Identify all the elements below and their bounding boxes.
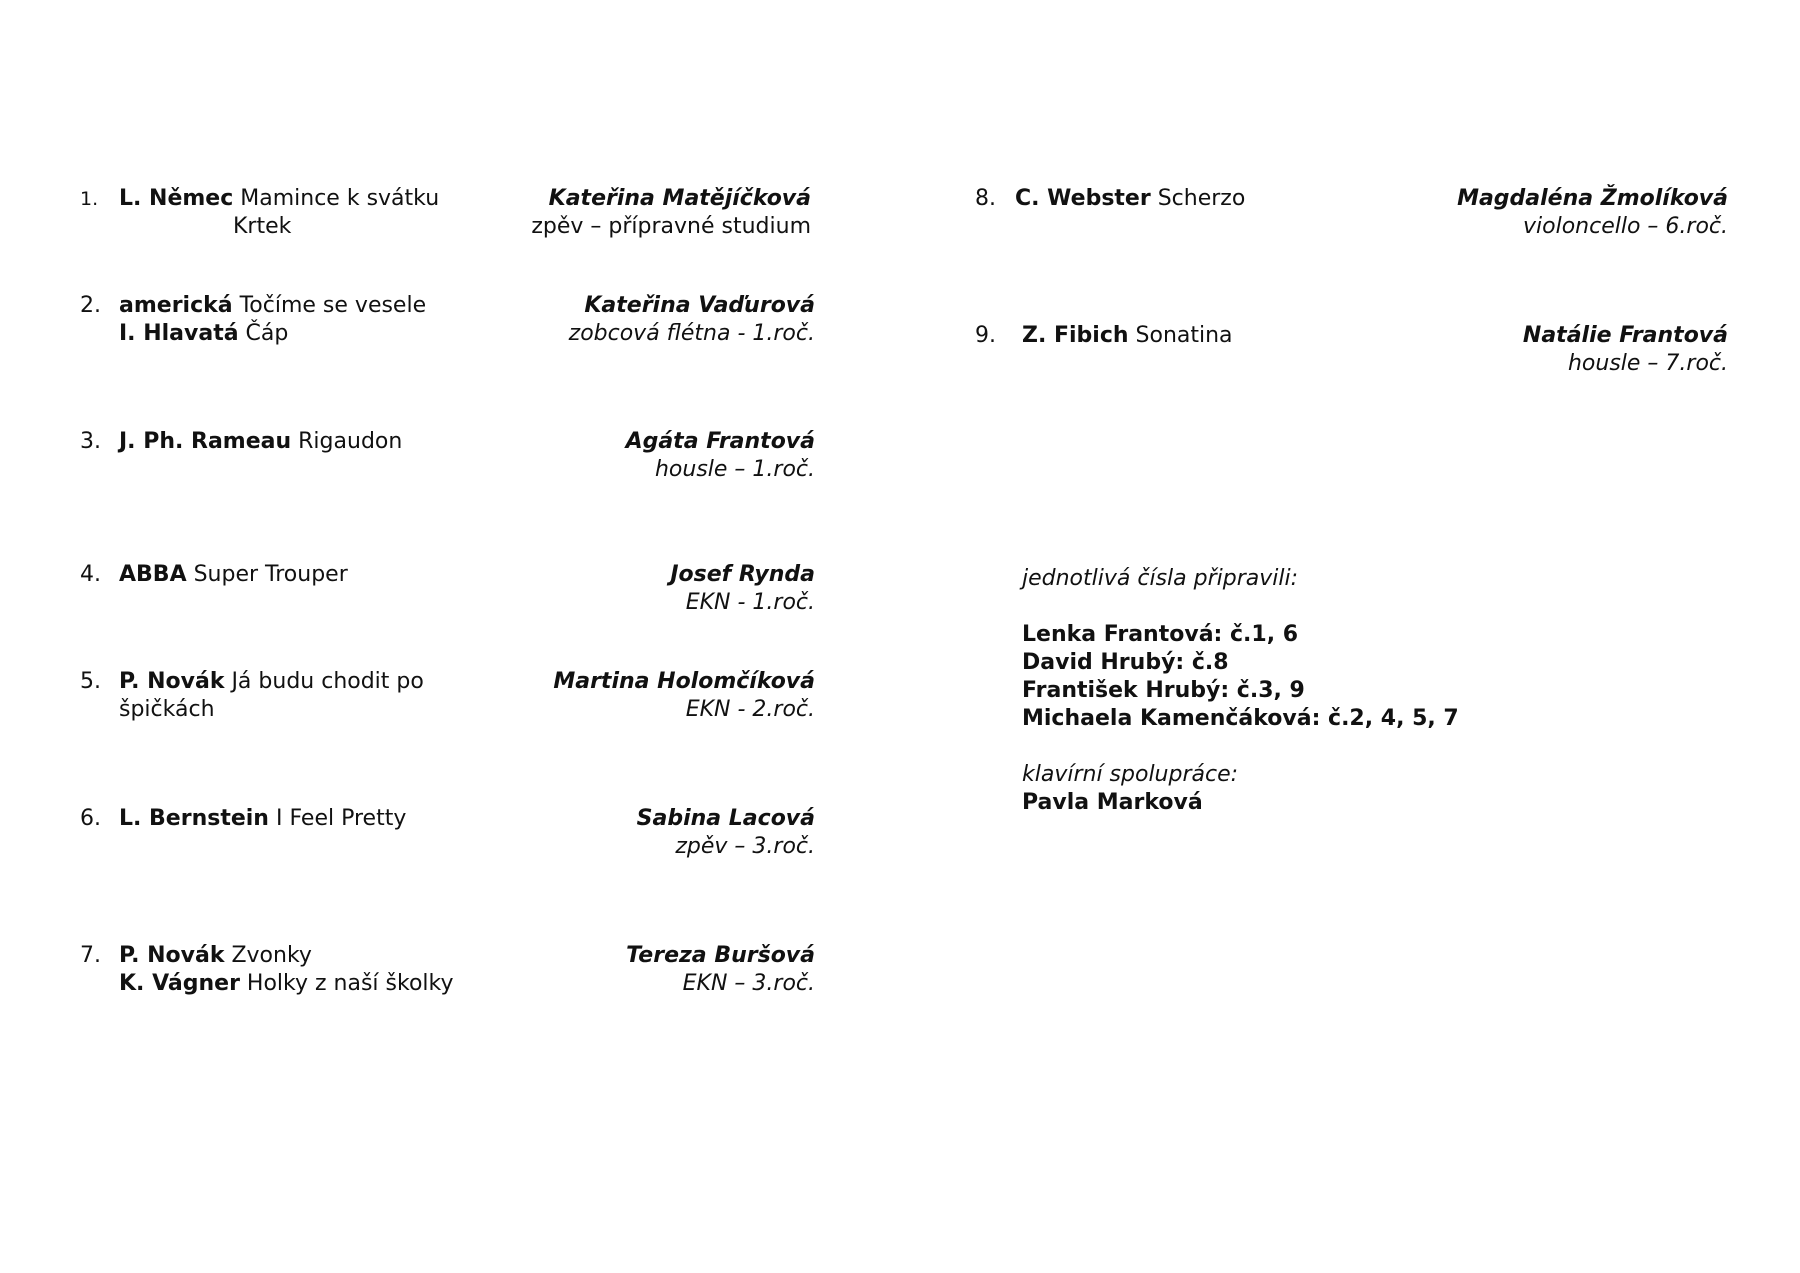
- composer: P. Novák: [119, 669, 225, 694]
- piece-title: Krtek: [233, 214, 292, 239]
- item-number: 1.: [80, 188, 99, 210]
- performer-instrument: housle – 1.roč.: [654, 457, 815, 482]
- composer: L. Němec: [119, 186, 234, 211]
- piece-title: Zvonky: [224, 943, 312, 968]
- performer-block: [1523, 322, 1728, 378]
- performer-name: Josef Rynda: [670, 562, 815, 587]
- program-item-8: [975, 185, 1728, 245]
- program-item-3: [80, 428, 815, 488]
- composer: americká: [119, 293, 233, 318]
- piece-title: Já budu chodit po: [224, 669, 424, 694]
- teacher-entry: David Hrubý: č.8: [1022, 650, 1229, 675]
- program-item-6: [80, 805, 815, 865]
- piece-title: Mamince k svátku: [233, 186, 440, 211]
- item-number: 3.: [80, 429, 101, 454]
- piano-heading: klavírní spolupráce:: [1022, 762, 1239, 787]
- program-item-5: [80, 668, 815, 728]
- performer-name: Sabina Lacová: [636, 806, 815, 831]
- performer-name: Kateřina Matějíčková: [548, 186, 811, 211]
- credits-block: [1022, 565, 1622, 817]
- piece-title: Točíme se vesele: [232, 293, 427, 318]
- piece-list: [1022, 322, 1233, 350]
- pianist-name: Pavla Marková: [1022, 790, 1203, 815]
- program-item-2: [80, 292, 815, 352]
- composer: Z. Fibich: [1022, 323, 1129, 348]
- performer-block: [670, 561, 815, 617]
- performer-name: Martina Holomčíková: [553, 669, 815, 694]
- performer-block: [569, 292, 815, 348]
- piece-title: Čáp: [238, 321, 289, 346]
- piece-list: [119, 668, 424, 724]
- composer: J. Ph. Rameau: [119, 429, 292, 454]
- teacher-entry: František Hrubý: č.3, 9: [1022, 678, 1305, 703]
- program-item-9: [975, 322, 1728, 382]
- composer: I. Hlavatá: [119, 321, 239, 346]
- performer-block: [531, 185, 811, 241]
- performer-instrument: zobcová flétna - 1.roč.: [568, 321, 815, 346]
- piece-title: Holky z naší školky: [239, 971, 454, 996]
- item-number: 9.: [975, 323, 996, 348]
- performer-instrument: EKN - 1.roč.: [685, 590, 815, 615]
- item-number: 8.: [975, 186, 996, 211]
- piece-list: [119, 292, 426, 348]
- performer-block: [553, 668, 815, 724]
- item-number: 4.: [80, 562, 101, 587]
- spacer: [1022, 593, 1622, 621]
- program-item-7: [80, 942, 815, 1002]
- performer-name: Agáta Frantová: [625, 429, 815, 454]
- performer-instrument: housle – 7.roč.: [1567, 351, 1728, 376]
- performer-name: Magdaléna Žmolíková: [1457, 186, 1728, 211]
- piece-list: [1015, 185, 1245, 213]
- piece-title: Scherzo: [1150, 186, 1246, 211]
- teacher-entry: Lenka Frantová: č.1, 6: [1022, 622, 1299, 647]
- piece-list: [119, 428, 402, 456]
- performer-block: [626, 942, 815, 998]
- piece-title: Rigaudon: [291, 429, 403, 454]
- piece-title: Sonatina: [1128, 323, 1233, 348]
- piece-title: špičkách: [119, 697, 215, 722]
- performer-instrument: violoncello – 6.roč.: [1523, 214, 1728, 239]
- item-number: 7.: [80, 943, 101, 968]
- composer: L. Bernstein: [119, 806, 269, 831]
- performer-name: Kateřina Vaďurová: [584, 293, 815, 318]
- program-item-4: [80, 561, 815, 621]
- composer: ABBA: [119, 562, 187, 587]
- item-number: 2.: [80, 293, 101, 318]
- performer-block: [1457, 185, 1728, 241]
- spacer: [1022, 733, 1622, 761]
- composer: C. Webster: [1015, 186, 1151, 211]
- teacher-entry: Michaela Kamenčáková: č.2, 4, 5, 7: [1022, 706, 1459, 731]
- performer-name: Natálie Frantová: [1522, 323, 1728, 348]
- performer-block: [626, 428, 815, 484]
- performer-name: Tereza Buršová: [626, 943, 815, 968]
- program-item-1: [80, 185, 815, 245]
- item-number: 5.: [80, 669, 101, 694]
- piece-list: [119, 805, 406, 833]
- composer: P. Novák: [119, 943, 225, 968]
- composer: K. Vágner: [119, 971, 240, 996]
- piece-list: [119, 185, 439, 241]
- performer-instrument: EKN – 3.roč.: [682, 971, 815, 996]
- prepared-by-heading: jednotlivá čísla připravili:: [1022, 566, 1298, 591]
- performer-instrument: zpěv – přípravné studium: [531, 214, 811, 239]
- piece-list: [119, 561, 348, 589]
- performer-block: [637, 805, 815, 861]
- item-number: 6.: [80, 806, 101, 831]
- piece-list: [119, 942, 454, 998]
- performer-instrument: EKN - 2.roč.: [685, 697, 815, 722]
- performer-instrument: zpěv – 3.roč.: [675, 834, 815, 859]
- piece-title: Super Trouper: [186, 562, 348, 587]
- piece-title: I Feel Pretty: [268, 806, 407, 831]
